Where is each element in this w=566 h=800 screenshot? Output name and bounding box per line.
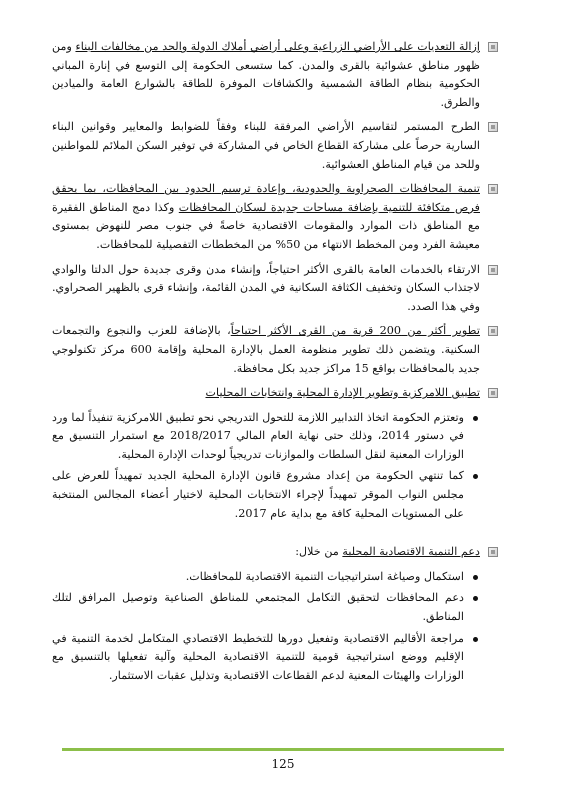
list-item <box>52 180 498 254</box>
item-text: الارتقاء بالخدمات العامة بالقرى الأكثر احتياجاً، وإنشاء مدن وقرى جديدة حول الدلتا والوادي لاجتذاب السكان وتخفيف الكثافة السكانية في المدن القائمة، وإنشاء قرى بالظهير الصحراوي. وفي هذا الصدد. <box>52 262 480 313</box>
checkbox-bullet-icon <box>488 326 498 336</box>
item-text: وكذا دمج المناطق الفقيرة مع المناطق ذات الموارد والمقومات الاقتصادية خاصةً في جنوب مصر للنهوض بمستوى معيشة الفرد ومن المخطط الانتهاء من 50% من المخططات التفصيلية للمحافظات. <box>52 200 480 251</box>
checkbox-bullet-icon <box>488 388 498 398</box>
checkbox-bullet-icon <box>488 547 498 557</box>
bullet-item: وتعتزم الحكومة اتخاذ التدابير اللازمة للتحول التدريجي نحو تطبيق اللامركزية تنفيذاً لما ورد في دستور 2014، وذلك حتى نهاية العام المالي 2018/2017 مع استمرار التنسيق مع الوزارات المعنية لنقل السلطات والموازنات تدريجياً لوحدات الإدارة المحلية. <box>52 409 480 465</box>
list-item <box>52 38 498 112</box>
list-item <box>52 118 498 174</box>
list-item <box>52 322 498 378</box>
item-underlined-lead: تنمية المحافظات الصحراوية والحدودية، وإعادة ترسيم الحدود بين المحافظات، بما يحقق فرص متكافئة للتنمية بإضافة مساحات جديدة لسكان المحافظات <box>52 182 480 214</box>
page-number: 125 <box>271 757 295 771</box>
section-heading-suffix: من خلال: <box>295 545 343 559</box>
checkbox-bullet-icon <box>488 265 498 275</box>
section-heading-local-economy <box>52 543 498 562</box>
item-underlined-lead: تطوير أكثر من 200 قرية من القرى الأكثر احتياجاً <box>230 324 480 338</box>
item-underlined-lead: إزالة التعديات على الأراضي الزراعية وعلى أراضي أملاك الدولة والحد من مخالفات البناء <box>75 40 480 53</box>
checkbox-bullet-icon <box>488 122 498 132</box>
section-heading-decentralization <box>52 384 498 403</box>
footer-rule <box>62 748 504 751</box>
section-heading-text: تطبيق اللامركزية وتطوير الإدارة المحلية وانتخابات المحليات <box>205 386 480 400</box>
checkbox-bullet-icon <box>488 42 498 52</box>
local-economy-bullets <box>52 568 498 686</box>
bullet-item: استكمال وصياغة استراتيجيات التنمية الاقتصادية للمحافظات. <box>52 568 480 587</box>
item-text: ، بالإضافة للعزب والنجوع والتجمعات السكنية. ويتضمن ذلك تطوير منظومة العمل بالإدارة المحلية وإقامة 600 مركز تكنولوجي جديد بالمحافظات بواقع 15 مراكز جديد بكل محافظة. <box>52 324 480 375</box>
section-heading-text: دعم التنمية الاقتصادية المحلية <box>342 545 480 559</box>
bullet-item: دعم المحافظات لتحقيق التكامل المجتمعي للمناطق الصناعية وتوصيل المرافق لتلك المناطق. <box>52 589 480 626</box>
page-body <box>52 38 498 689</box>
bullet-item: مراجعة الأقاليم الاقتصادية وتفعيل دورها للتخطيط الاقتصادي المتكامل لخدمة التنمية في الإقليم ووضع استراتيجية قومية للتنمية الاقتصادية المحلية وآلية تفعيلها بالتنسيق مع الوزارات والهيئات المعنية لدعم القطاعات الاقتصادية وتذليل عقبات الاستثمار. <box>52 630 480 686</box>
item-text: ومن ظهور مناطق عشوائية بالقرى والمدن. كما ستسعى الحكومة إلى التوسع في إنارة المباني الحكومية بنظام الطاقة الشمسية والكشافات الموفرة للطاقة بالشوارع العامة والميادين والطرق. <box>52 40 480 109</box>
checkbox-bullet-icon <box>488 184 498 194</box>
item-text: الطرح المستمر لتقاسيم الأراضي المرفقة للبناء وفقاً للضوابط والمعايير وقوانين البناء السارية حرصاً على مشاركة القطاع الخاص في المشاركة في توفير السكن الملائم للمواطنين وللحد من قيام المناطق العشوائية. <box>52 120 480 171</box>
list-item <box>52 261 498 317</box>
decentralization-bullets <box>52 409 498 524</box>
bullet-item: كما تنتهي الحكومة من إعداد مشروع قانون الإدارة المحلية الجديد تمهيداً للعرض على مجلس النواب الموقر تمهيداً لإجراء الانتخابات المحلية لاختيار أعضاء المجالس المنتخبة على المستويات المحلية كافة مع بداية عام 2017. <box>52 467 480 523</box>
